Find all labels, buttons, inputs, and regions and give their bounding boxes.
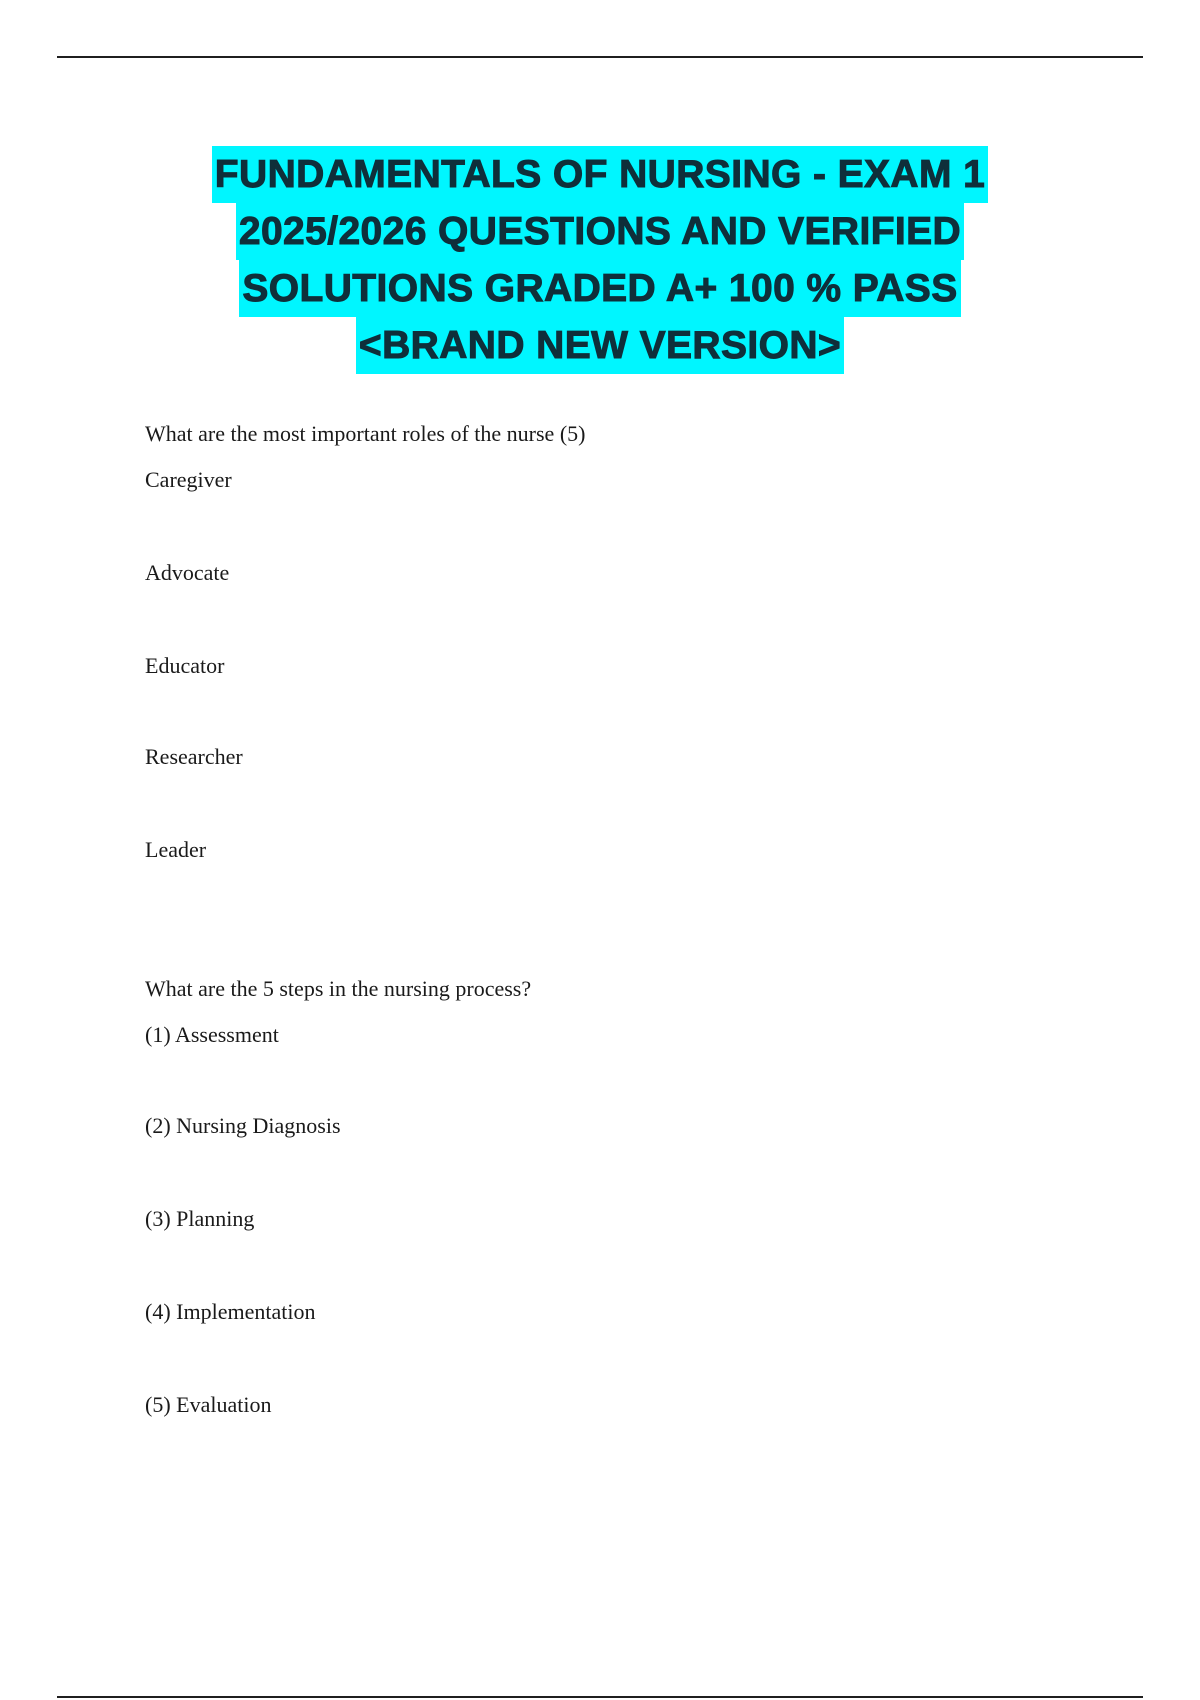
bottom-rule bbox=[57, 1696, 1143, 1698]
title-line: <BRAND NEW VERSION> bbox=[356, 317, 844, 374]
answer-item: (5) Evaluation bbox=[145, 1392, 272, 1417]
title-line: SOLUTIONS GRADED A+ 100 % PASS bbox=[239, 260, 960, 317]
answer-item: Researcher bbox=[145, 744, 243, 769]
question-text: What are the most important roles of the nurse (5) bbox=[145, 421, 586, 446]
title-line: 2025/2026 QUESTIONS AND VERIFIED bbox=[236, 203, 964, 260]
document-title bbox=[60, 146, 1140, 374]
question-text: What are the 5 steps in the nursing process? bbox=[145, 976, 532, 1001]
answer-item: (2) Nursing Diagnosis bbox=[145, 1113, 341, 1138]
answer-item: (1) Assessment bbox=[145, 1022, 279, 1047]
answer-item: Caregiver bbox=[145, 467, 232, 492]
top-rule bbox=[57, 56, 1143, 58]
answer-item: Advocate bbox=[145, 560, 230, 585]
title-line: FUNDAMENTALS OF NURSING - EXAM 1 bbox=[212, 146, 988, 203]
answer-item: Educator bbox=[145, 653, 225, 678]
answer-item: (4) Implementation bbox=[145, 1299, 316, 1324]
answer-item: Leader bbox=[145, 837, 207, 862]
answer-item: (3) Planning bbox=[145, 1206, 255, 1231]
